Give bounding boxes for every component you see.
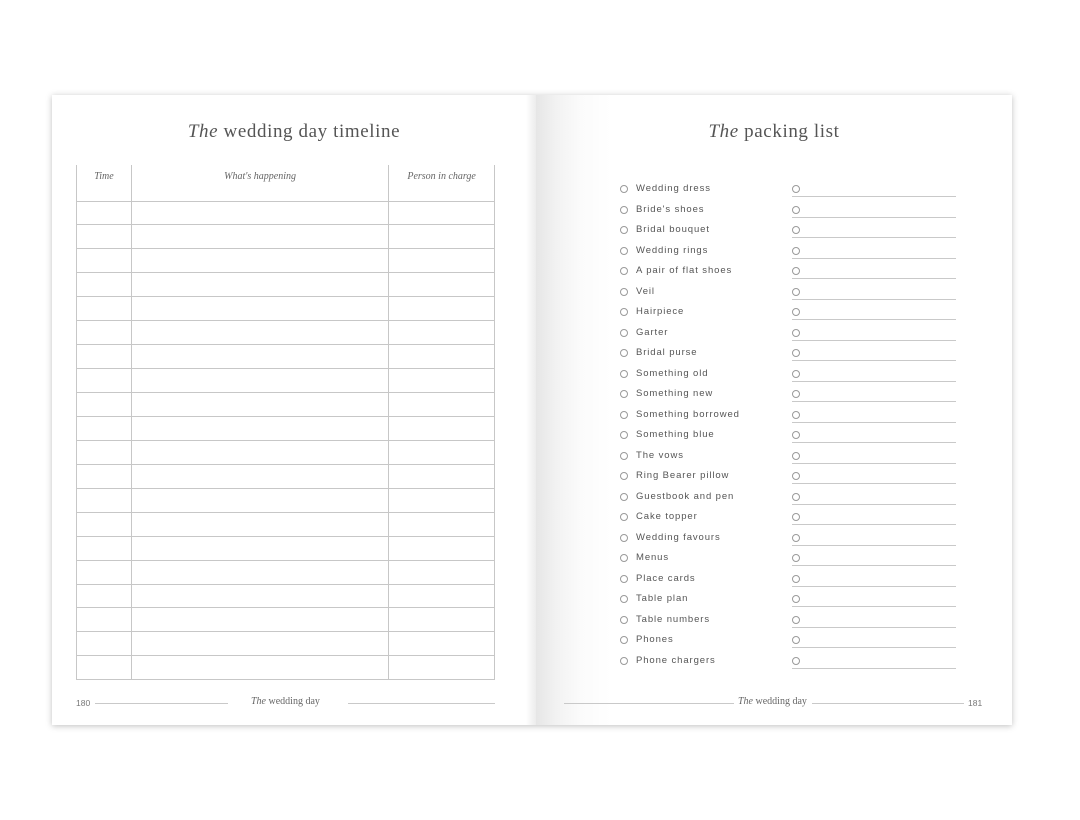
write-in-line[interactable]: [792, 647, 956, 648]
person-cell[interactable]: [389, 273, 495, 297]
packing-item-label: Hairpiece: [636, 306, 685, 317]
packing-item-label: Something borrowed: [636, 408, 740, 420]
checkbox-circle-icon[interactable]: [792, 575, 800, 583]
whats-happening-cell[interactable]: [131, 512, 388, 536]
time-cell[interactable]: [77, 416, 132, 440]
person-cell[interactable]: [389, 632, 495, 656]
timeline-row: [77, 656, 495, 680]
time-cell[interactable]: [77, 440, 132, 464]
timeline-title-text: wedding day timeline: [223, 121, 401, 142]
time-cell[interactable]: [77, 488, 132, 512]
write-in-line[interactable]: [792, 504, 956, 505]
checkbox-circle-icon[interactable]: [620, 226, 628, 234]
packing-item-label: Phones: [636, 634, 674, 645]
write-in-line[interactable]: [792, 299, 956, 300]
blank-entry: [792, 491, 956, 505]
blank-entry: [792, 593, 956, 607]
packing-item-label: Garter: [636, 326, 669, 338]
timeline-row: [77, 225, 495, 249]
person-cell[interactable]: [389, 656, 495, 680]
timeline-row: [77, 369, 495, 393]
whats-happening-cell[interactable]: [131, 369, 388, 393]
timeline-row: [77, 201, 495, 225]
write-in-line[interactable]: [792, 401, 956, 402]
left-page: [52, 95, 536, 725]
packing-item-label: Veil: [636, 285, 655, 297]
write-in-line[interactable]: [792, 545, 956, 546]
packing-item-label: Table numbers: [636, 613, 711, 625]
footer-label: wedding day: [755, 696, 807, 707]
checkbox-circle-icon[interactable]: [620, 472, 628, 480]
checkbox-circle-icon[interactable]: [620, 452, 628, 460]
whats-happening-cell[interactable]: [131, 488, 388, 512]
packing-item-label: Cake topper: [636, 511, 698, 522]
whats-happening-cell[interactable]: [131, 393, 388, 417]
time-cell[interactable]: [77, 656, 132, 680]
time-cell[interactable]: [77, 393, 132, 417]
timeline-row: [77, 584, 495, 608]
blank-entry: [792, 655, 956, 669]
checkbox-circle-icon[interactable]: [792, 329, 800, 337]
write-in-line[interactable]: [792, 606, 956, 607]
book-spread: [52, 95, 1012, 725]
person-cell[interactable]: [389, 488, 495, 512]
blank-entry: [792, 204, 956, 218]
timeline-title-italic: The: [187, 121, 219, 142]
checkbox-circle-icon[interactable]: [620, 247, 628, 255]
timeline-row: [77, 393, 495, 417]
timeline-row: [77, 273, 495, 297]
blank-entry: [792, 388, 956, 402]
person-cell[interactable]: [389, 369, 495, 393]
timeline-row: [77, 297, 495, 321]
footer-italic: The: [251, 696, 266, 707]
time-cell[interactable]: [77, 201, 132, 225]
whats-happening-cell[interactable]: [131, 345, 388, 369]
checkbox-circle-icon[interactable]: [620, 370, 628, 378]
time-cell[interactable]: [77, 249, 132, 273]
time-cell[interactable]: [77, 321, 132, 345]
write-in-line[interactable]: [792, 258, 956, 259]
checkbox-circle-icon[interactable]: [792, 267, 800, 275]
checkbox-circle-icon[interactable]: [620, 636, 628, 644]
person-cell[interactable]: [389, 225, 495, 249]
blank-entry: [792, 429, 956, 443]
timeline-header-row: [77, 165, 495, 201]
footer-text: [738, 696, 807, 707]
footer-rule: [95, 703, 228, 704]
write-in-line[interactable]: [792, 319, 956, 320]
whats-happening-cell[interactable]: [131, 321, 388, 345]
checkbox-circle-icon[interactable]: [620, 288, 628, 296]
checkbox-circle-icon[interactable]: [792, 308, 800, 316]
timeline-row: [77, 249, 495, 273]
left-footer: [76, 696, 495, 710]
footer-rule: [348, 703, 495, 704]
checkbox-circle-icon[interactable]: [792, 349, 800, 357]
packing-item-label: Place cards: [636, 572, 696, 584]
whats-happening-cell[interactable]: [131, 249, 388, 273]
write-in-line[interactable]: [792, 278, 956, 279]
checkbox-circle-icon[interactable]: [620, 206, 628, 214]
checkbox-circle-icon[interactable]: [792, 636, 800, 644]
blank-entry: [792, 327, 956, 341]
timeline-row: [77, 536, 495, 560]
blank-entry: [792, 347, 956, 361]
checkbox-circle-icon[interactable]: [620, 308, 628, 316]
person-cell[interactable]: [389, 512, 495, 536]
right-footer: [564, 696, 983, 710]
blank-entry: [792, 368, 956, 382]
packing-title-italic: The: [708, 121, 739, 142]
write-in-line[interactable]: [792, 217, 956, 218]
packing-item-label: Something old: [636, 367, 709, 379]
timeline-body: [77, 201, 495, 680]
whats-happening-cell[interactable]: [131, 608, 388, 632]
packing-item-label: Wedding favours: [636, 531, 721, 543]
checkbox-circle-icon[interactable]: [620, 329, 628, 337]
whats-happening-cell[interactable]: [131, 225, 388, 249]
time-cell[interactable]: [77, 345, 132, 369]
packing-item-label: A pair of flat shoes: [636, 265, 733, 276]
time-cell[interactable]: [77, 369, 132, 393]
person-cell[interactable]: [389, 608, 495, 632]
write-in-line[interactable]: [792, 586, 956, 587]
packing-item-label: Bridal bouquet: [636, 224, 710, 235]
blank-entry: [792, 450, 956, 464]
write-in-line[interactable]: [792, 422, 956, 423]
page-number-left: 180: [76, 698, 91, 708]
person-cell[interactable]: [389, 249, 495, 273]
timeline-title: [52, 121, 536, 143]
write-in-line[interactable]: [792, 668, 956, 669]
time-cell[interactable]: [77, 225, 132, 249]
person-cell[interactable]: [389, 440, 495, 464]
checkbox-circle-icon[interactable]: [792, 288, 800, 296]
whats-happening-cell[interactable]: [131, 201, 388, 225]
checkbox-circle-icon[interactable]: [792, 206, 800, 214]
blank-entry: [792, 286, 956, 300]
checkbox-circle-icon[interactable]: [792, 534, 800, 542]
whats-happening-cell[interactable]: [131, 416, 388, 440]
timeline-row: [77, 321, 495, 345]
write-in-line[interactable]: [792, 360, 956, 361]
checkbox-circle-icon[interactable]: [620, 616, 628, 624]
timeline-row: [77, 440, 495, 464]
checkbox-circle-icon[interactable]: [792, 411, 800, 419]
footer-rule: [564, 703, 734, 704]
whats-happening-cell[interactable]: [131, 297, 388, 321]
whats-happening-cell[interactable]: [131, 464, 388, 488]
timeline-row: [77, 488, 495, 512]
person-cell[interactable]: [389, 536, 495, 560]
blank-entry: [792, 306, 956, 320]
time-cell[interactable]: [77, 536, 132, 560]
blank-entry: [792, 265, 956, 279]
checkbox-circle-icon[interactable]: [792, 493, 800, 501]
checkbox-circle-icon[interactable]: [620, 513, 628, 521]
checkbox-circle-icon[interactable]: [792, 595, 800, 603]
whats-happening-cell[interactable]: [131, 656, 388, 680]
checkbox-circle-icon[interactable]: [620, 411, 628, 419]
time-cell[interactable]: [77, 464, 132, 488]
checkbox-circle-icon[interactable]: [792, 247, 800, 255]
whats-happening-cell[interactable]: [131, 584, 388, 608]
whats-happening-cell[interactable]: [131, 632, 388, 656]
checkbox-circle-icon[interactable]: [620, 267, 628, 275]
time-cell[interactable]: [77, 632, 132, 656]
timeline-row: [77, 345, 495, 369]
person-cell[interactable]: [389, 345, 495, 369]
checkbox-circle-icon[interactable]: [620, 657, 628, 665]
footer-label: wedding day: [268, 696, 320, 707]
footer-text: [251, 696, 320, 707]
time-cell[interactable]: [77, 584, 132, 608]
person-cell[interactable]: [389, 201, 495, 225]
timeline-row: [77, 464, 495, 488]
timeline-row: [77, 416, 495, 440]
right-page: [536, 95, 1012, 725]
person-cell[interactable]: [389, 584, 495, 608]
person-cell[interactable]: [389, 464, 495, 488]
timeline-table: [76, 165, 495, 680]
packing-item-label: Bride's shoes: [636, 203, 705, 215]
write-in-line[interactable]: [792, 340, 956, 341]
checkbox-circle-icon[interactable]: [792, 431, 800, 439]
time-cell[interactable]: [77, 608, 132, 632]
blank-entry: [792, 552, 956, 566]
checkbox-circle-icon[interactable]: [620, 349, 628, 357]
write-in-line[interactable]: [792, 565, 956, 566]
blank-entry: [792, 614, 956, 628]
checkbox-circle-icon[interactable]: [792, 185, 800, 193]
timeline-row: [77, 512, 495, 536]
checkbox-circle-icon[interactable]: [792, 370, 800, 378]
checkbox-circle-icon[interactable]: [792, 472, 800, 480]
checkbox-circle-icon[interactable]: [792, 513, 800, 521]
checkbox-circle-icon[interactable]: [792, 226, 800, 234]
packing-list: [536, 95, 1012, 725]
blank-entry: [792, 183, 956, 197]
checkbox-circle-icon[interactable]: [620, 595, 628, 603]
write-in-line[interactable]: [792, 381, 956, 382]
person-cell[interactable]: [389, 416, 495, 440]
header-whats-happening: What's happening: [131, 165, 388, 201]
blank-entry: [792, 409, 956, 423]
packing-item-label: Ring Bearer pillow: [636, 470, 730, 481]
whats-happening-cell[interactable]: [131, 536, 388, 560]
checkbox-circle-icon[interactable]: [620, 185, 628, 193]
person-cell[interactable]: [389, 321, 495, 345]
checkbox-circle-icon[interactable]: [620, 493, 628, 501]
packing-item-label: Something blue: [636, 429, 715, 440]
checkbox-circle-icon[interactable]: [792, 554, 800, 562]
checkbox-circle-icon[interactable]: [792, 390, 800, 398]
write-in-line[interactable]: [792, 483, 956, 484]
header-person-in-charge: Person in charge: [389, 165, 495, 201]
timeline-row: [77, 560, 495, 584]
whats-happening-cell[interactable]: [131, 440, 388, 464]
packing-item-label: Something new: [636, 388, 714, 399]
whats-happening-cell[interactable]: [131, 560, 388, 584]
checkbox-circle-icon[interactable]: [620, 390, 628, 398]
blank-entry: [792, 224, 956, 238]
packing-item-label: Menus: [636, 552, 670, 563]
checkbox-circle-icon[interactable]: [792, 616, 800, 624]
blank-entry: [792, 245, 956, 259]
header-time: Time: [77, 165, 132, 201]
footer-rule: [812, 703, 964, 704]
packing-item-label: Phone chargers: [636, 654, 716, 666]
checkbox-circle-icon[interactable]: [620, 431, 628, 439]
footer-italic: The: [738, 696, 753, 707]
person-cell[interactable]: [389, 560, 495, 584]
timeline-row: [77, 608, 495, 632]
write-in-line[interactable]: [792, 524, 956, 525]
checkbox-circle-icon[interactable]: [620, 534, 628, 542]
person-cell[interactable]: [389, 297, 495, 321]
packing-item-label: Wedding rings: [636, 244, 709, 256]
write-in-line[interactable]: [792, 196, 956, 197]
packing-item-label: The vows: [636, 449, 684, 461]
packing-item-label: Guestbook and pen: [636, 490, 735, 502]
packing-item-label: Wedding dress: [636, 183, 711, 194]
checkbox-circle-icon[interactable]: [792, 452, 800, 460]
time-cell[interactable]: [77, 297, 132, 321]
time-cell[interactable]: [77, 273, 132, 297]
packing-item-label: Bridal purse: [636, 347, 698, 358]
blank-entry: [792, 634, 956, 648]
blank-entry: [792, 532, 956, 546]
write-in-line[interactable]: [792, 627, 956, 628]
packing-title-text: packing list: [744, 121, 840, 142]
packing-item-label: Table plan: [636, 593, 689, 604]
blank-entry: [792, 511, 956, 525]
timeline-row: [77, 632, 495, 656]
time-cell[interactable]: [77, 512, 132, 536]
page-number-right: 181: [968, 698, 983, 708]
write-in-line[interactable]: [792, 442, 956, 443]
checkbox-circle-icon[interactable]: [620, 554, 628, 562]
checkbox-circle-icon[interactable]: [620, 575, 628, 583]
checkbox-circle-icon[interactable]: [792, 657, 800, 665]
write-in-line[interactable]: [792, 237, 956, 238]
blank-entry: [792, 470, 956, 484]
whats-happening-cell[interactable]: [131, 273, 388, 297]
write-in-line[interactable]: [792, 463, 956, 464]
blank-entry: [792, 573, 956, 587]
person-cell[interactable]: [389, 393, 495, 417]
time-cell[interactable]: [77, 560, 132, 584]
